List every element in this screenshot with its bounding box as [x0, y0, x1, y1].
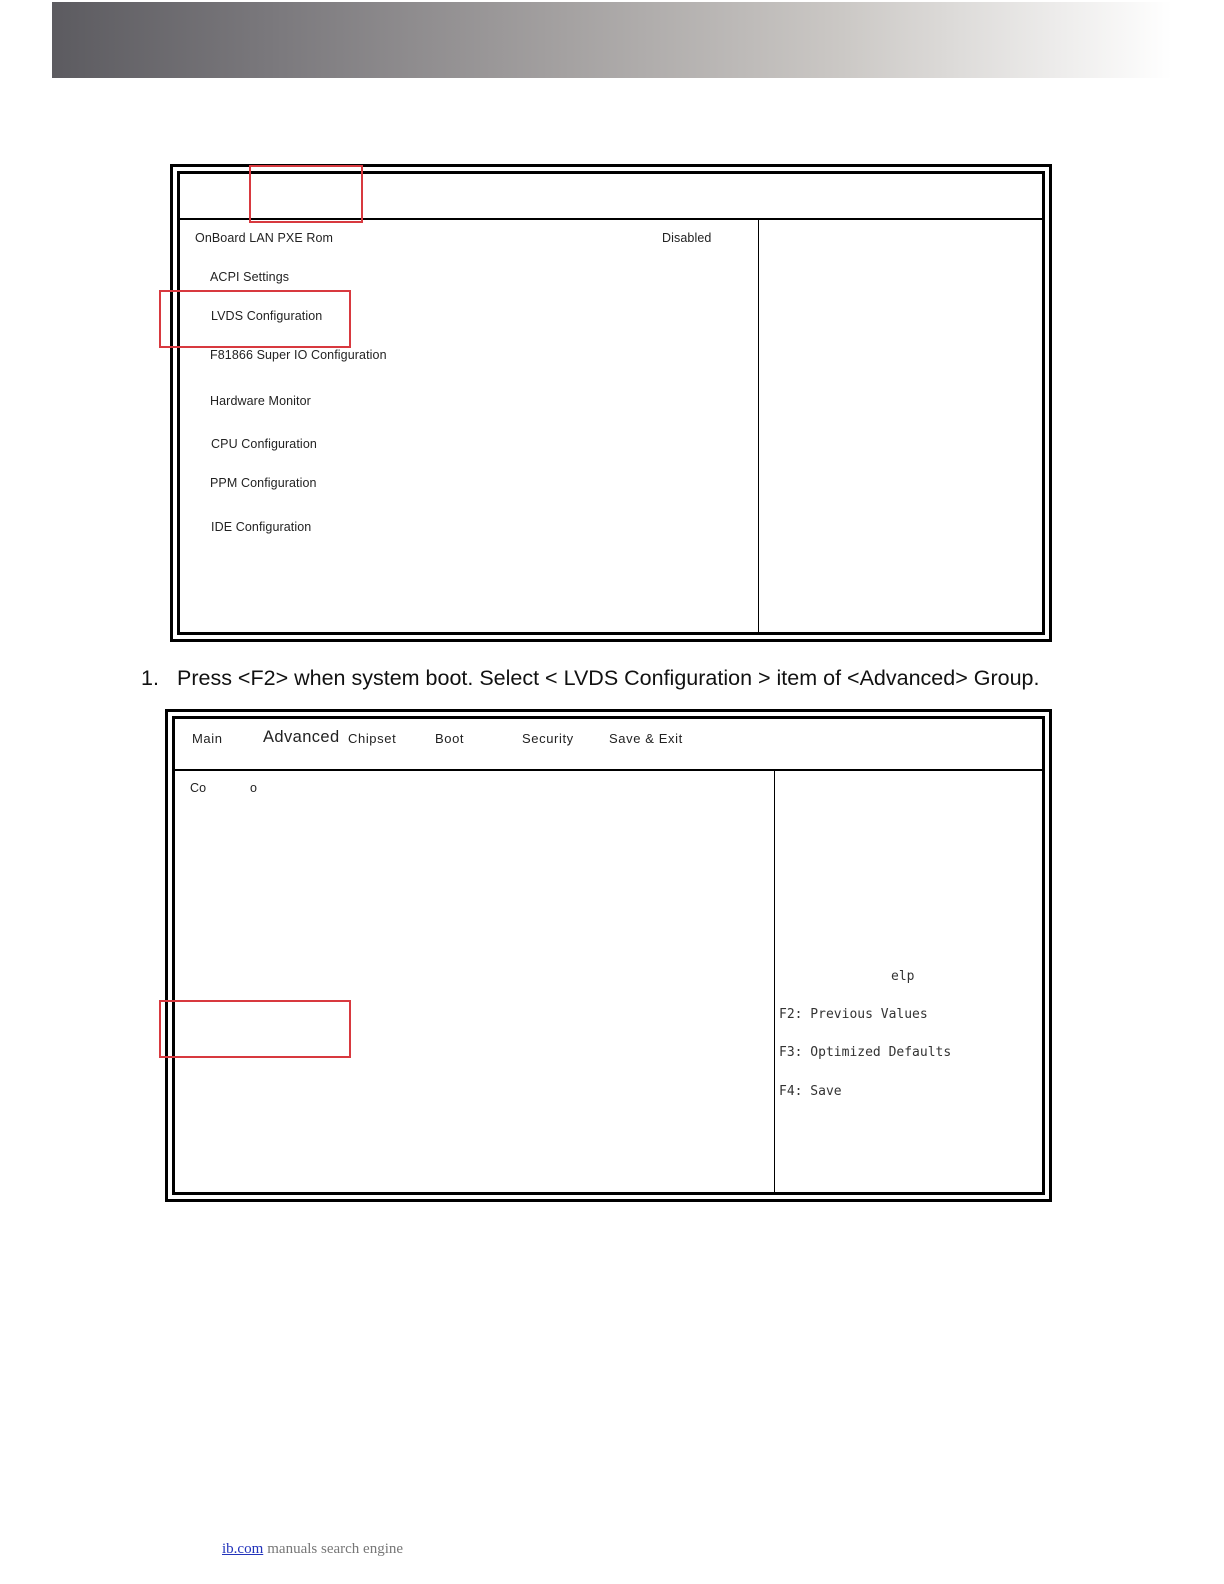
help-key-f4: F4: Save	[779, 1084, 842, 1099]
menu-item-super-io-configuration[interactable]: F81866 Super IO Configuration	[210, 348, 387, 362]
tab-boot[interactable]: Boot	[435, 731, 465, 746]
content-fragment: Co	[190, 781, 207, 795]
menu-item-ide-configuration[interactable]: IDE Configuration	[211, 520, 312, 534]
step-text: Press <F2> when system boot. Select < LVDS Configuration > item of <Advanced> Group.	[177, 666, 1040, 690]
menu-item-ppm-configuration[interactable]: PPM Configuration	[210, 476, 317, 490]
tab-chipset[interactable]: Chipset	[348, 731, 397, 746]
advanced-tab-highlight	[249, 165, 363, 223]
menu-item-lvds-configuration[interactable]: LVDS Configuration	[211, 309, 323, 323]
lvds-item-highlight	[159, 290, 351, 348]
tab-main[interactable]: Main	[192, 731, 223, 746]
onboard-lan-pxe-value[interactable]: Disabled	[662, 231, 712, 245]
onboard-lan-pxe-label[interactable]: OnBoard LAN PXE Rom	[195, 231, 334, 245]
menu-item-cpu-configuration[interactable]: CPU Configuration	[211, 437, 317, 451]
menu-item-acpi-settings[interactable]: ACPI Settings	[210, 270, 290, 284]
footer-suffix: manuals search engine	[267, 1541, 404, 1557]
tab-security[interactable]: Security	[522, 731, 574, 746]
footer	[126, 1541, 403, 1558]
help-key-f3: F3: Optimized Defaults	[779, 1045, 952, 1060]
item-highlight	[159, 1000, 351, 1058]
tab-advanced[interactable]: Advanced	[263, 728, 340, 746]
instruction-step-1	[141, 666, 1039, 691]
footer-link[interactable]: ib.com	[222, 1541, 264, 1557]
bios-frame	[172, 716, 1045, 1195]
content-fragment: o	[250, 781, 258, 795]
bios-screen-2	[165, 709, 1052, 1202]
panel-divider	[774, 771, 775, 1192]
panel-divider	[758, 220, 759, 632]
help-title-fragment: elp	[891, 969, 915, 984]
header-gradient-bar	[52, 2, 1172, 78]
help-key-f2: F2: Previous Values	[779, 1007, 928, 1022]
tab-save-exit[interactable]: Save & Exit	[609, 731, 683, 746]
menu-item-hardware-monitor[interactable]: Hardware Monitor	[210, 394, 311, 408]
step-number: 1.	[141, 666, 159, 690]
